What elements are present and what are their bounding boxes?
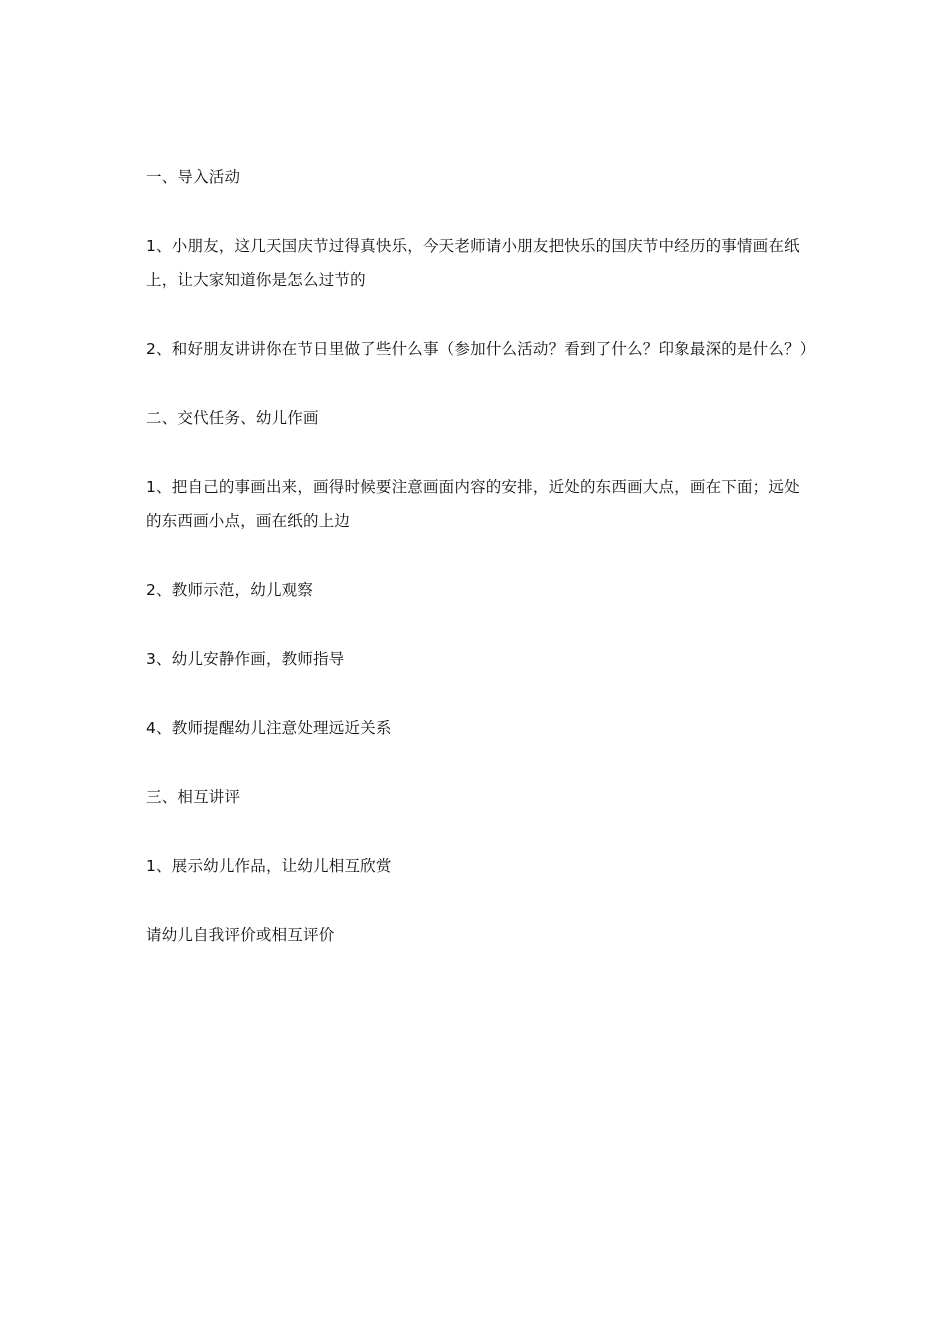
paragraph-task-1: 1、把自己的事画出来，画得时候要注意画面内容的安排，近处的东西画大点，画在下面；远处的东西画小点，画在纸的上边 [146,478,800,530]
paragraph-intro-1: 1、小朋友，这几天国庆节过得真快乐，今天老师请小朋友把快乐的国庆节中经历的事情画在纸上，让大家知道你是怎么过节的 [146,237,800,289]
paragraph-intro-2: 2、和好朋友讲讲你在节日里做了些什么事（参加什么活动？看到了什么？印象最深的是什么？） [146,340,816,358]
section-heading-task: 二、交代任务、幼儿作画 [146,409,319,427]
paragraph-task-3: 3、幼儿安静作画，教师指导 [146,650,345,668]
paragraph-task-2: 2、教师示范，幼儿观察 [146,581,314,599]
section-heading-intro: 一、导入活动 [146,168,241,186]
document-body [146,160,816,987]
paragraph-review-2: 请幼儿自我评价或相互评价 [146,926,335,944]
section-heading-review: 三、相互讲评 [146,788,241,806]
paragraph-task-4: 4、教师提醒幼儿注意处理远近关系 [146,719,392,737]
paragraph-review-1: 1、展示幼儿作品，让幼儿相互欣赏 [146,857,392,875]
